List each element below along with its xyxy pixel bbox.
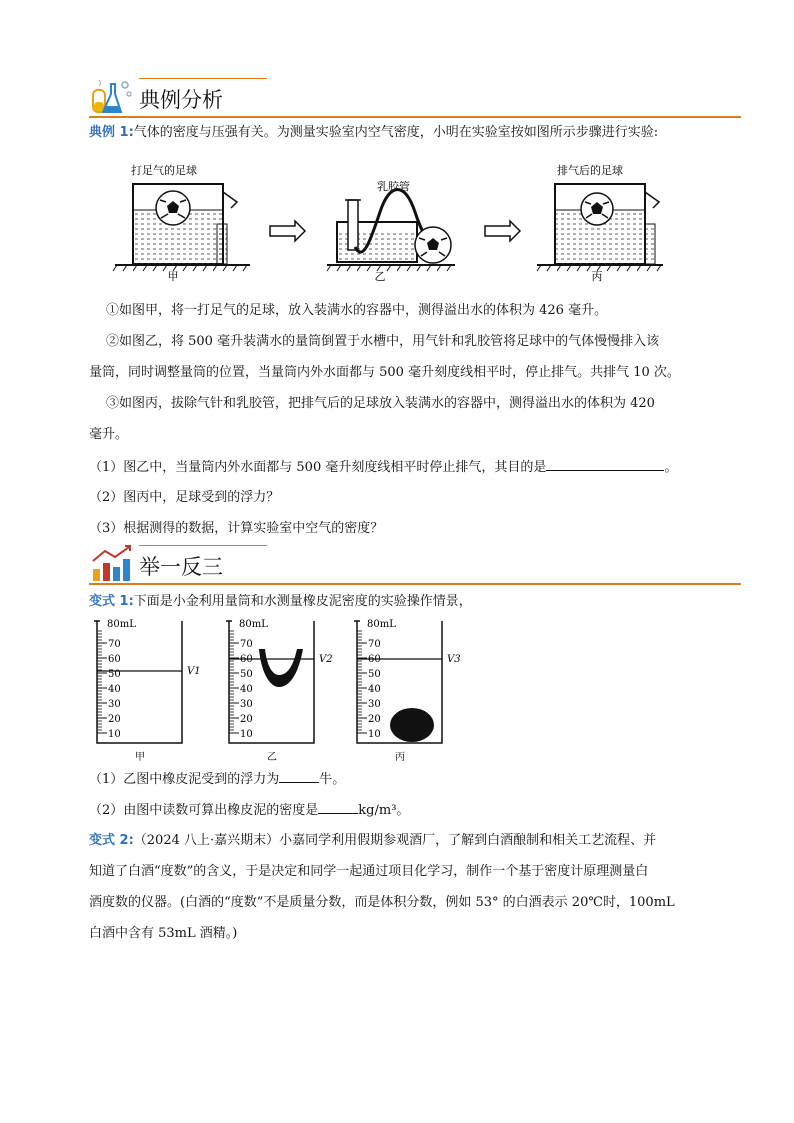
- cylinder-tick-label: 50: [368, 669, 381, 680]
- variant2-label: 变式 2:: [89, 833, 134, 848]
- arrow-icon: [270, 221, 305, 241]
- figure-label-yi: 乳胶管: [377, 180, 410, 193]
- figure-label-jia: 打足气的足球: [131, 164, 197, 177]
- cylinder-tick-label: 30: [368, 699, 381, 710]
- cylinder-tick-label: 30: [108, 699, 121, 710]
- variant2-line-3: 酒度数的仪器。(白酒的“度数”不是质量分数，而是体积分数，例如 53° 的白酒表示 20℃时，100mL: [89, 895, 675, 910]
- cylinder-caption: 乙: [267, 752, 277, 763]
- example-step-2: ②如图乙，将 500 毫升装满水的量筒倒置于水槽中，用气针和乳胶管将足球中的气体慢慢排入该: [106, 334, 660, 349]
- cylinder-tick-label: 50: [108, 669, 121, 680]
- cylinder-tick-label: 60: [108, 654, 121, 665]
- cylinder-tick-label: 70: [368, 639, 381, 650]
- variant1-q1-unit: 牛。: [319, 772, 346, 787]
- volume-label: V3: [447, 654, 461, 665]
- cylinder-top-label: 80mL: [239, 619, 268, 630]
- figure-bing: [537, 163, 663, 282]
- bar-chart-icon: [89, 543, 135, 583]
- variant1-q1-text: （1）乙图中橡皮泥受到的浮力为: [89, 772, 280, 787]
- figure-caption-jia: 甲: [167, 270, 179, 282]
- question-1-end: 。: [664, 460, 678, 475]
- example-question-2: （2）图丙中，足球受到的浮力？: [89, 490, 280, 505]
- cylinders-figure: [89, 615, 469, 765]
- measuring-cylinder: [94, 619, 201, 763]
- answer-blank[interactable]: [318, 801, 358, 814]
- variant2-line-4: 白酒中含有 53mL 酒精。): [89, 926, 238, 941]
- section-title: 举一反三: [139, 555, 223, 579]
- question-1-text: （1）图乙中，当量筒内外水面都与 500 毫升刻度线相平时停止排气，其目的是: [89, 460, 547, 475]
- section-header-practice: [89, 543, 741, 585]
- cylinder-top-label: 80mL: [107, 619, 136, 630]
- cylinder-tick-label: 60: [240, 654, 253, 665]
- cylinder-tick-label: 40: [240, 684, 253, 695]
- clay-boat: [259, 649, 303, 687]
- cylinder-tick-label: 60: [368, 654, 381, 665]
- clay-ball: [390, 708, 434, 742]
- cylinder-tick-label: 20: [240, 714, 253, 725]
- volume-label: V2: [319, 654, 333, 665]
- section-title: 典例分析: [139, 88, 223, 112]
- cylinder-tick-label: 20: [108, 714, 121, 725]
- section-header-analysis: [89, 76, 741, 118]
- answer-blank[interactable]: [546, 458, 664, 471]
- variant1-q2-text: （2）由图中读数可算出橡皮泥的密度是: [89, 803, 319, 818]
- figure-caption-yi: 乙: [374, 270, 386, 282]
- example-question-1: [89, 458, 729, 477]
- example-figure: [105, 152, 665, 282]
- cylinder-tick-label: 40: [108, 684, 121, 695]
- cylinder-tick-label: 10: [368, 729, 381, 740]
- cylinder-caption: 丙: [395, 752, 405, 763]
- cylinder-tick-label: 10: [108, 729, 121, 740]
- example-intro-text: 气体的密度与压强有关。为测量实验室内空气密度，小明在实验室按如图所示步骤进行实验:: [133, 125, 659, 140]
- example-question-3: （3）根据测得的数据，计算实验室中空气的密度？: [89, 521, 384, 536]
- example-step-2-cont: 量筒，同时调整量筒的位置，当量筒内外水面都与 500 毫升刻度线相平时，停止排气。共排气 10 次。: [89, 365, 680, 380]
- cylinder-tick-label: 40: [368, 684, 381, 695]
- cylinder-tick-label: 10: [240, 729, 253, 740]
- variant1-question-1: [89, 770, 729, 789]
- variant2-text: （2024 八上·嘉兴期末）小嘉同学利用假期参观酒厂，了解到白酒酿制和相关工艺流程、并: [133, 833, 657, 848]
- flask-icon: [89, 76, 135, 116]
- example-label: 典例 1:: [89, 125, 134, 140]
- figure-jia: [113, 163, 250, 282]
- cylinder-top-label: 80mL: [367, 619, 396, 630]
- figure-yi: [327, 179, 455, 282]
- figure-label-bing: 排气后的足球: [557, 164, 623, 177]
- answer-blank[interactable]: [279, 770, 319, 783]
- cylinder-tick-label: 20: [368, 714, 381, 725]
- variant1-q2-unit: kg/m³。: [358, 803, 410, 818]
- example-step-1: ①如图甲，将一打足气的足球，放入装满水的容器中，测得溢出水的体积为 426 毫升。: [106, 303, 608, 318]
- cylinder-tick-label: 70: [108, 639, 121, 650]
- measuring-cylinder: [354, 619, 461, 763]
- arrow-icon: [485, 221, 520, 241]
- cylinder-caption: 甲: [135, 752, 145, 763]
- variant1-intro: [89, 593, 729, 611]
- measuring-cylinder: [226, 619, 333, 763]
- variant1-intro-text: 下面是小金利用量筒和水测量橡皮泥密度的实验操作情景，: [133, 594, 472, 609]
- example-step-3: ③如图丙，拔除气针和乳胶管，把排气后的足球放入装满水的容器中，测得溢出水的体积为 420: [106, 396, 655, 411]
- variant1-label: 变式 1:: [89, 594, 134, 609]
- figure-caption-bing: 丙: [591, 270, 603, 282]
- cylinder-tick-label: 70: [240, 639, 253, 650]
- variant2-line-1: [89, 832, 729, 850]
- variant1-question-2: [89, 801, 729, 820]
- example-intro: [89, 124, 729, 142]
- volume-label: V1: [187, 666, 201, 677]
- variant2-line-2: 知道了白酒“度数”的含义，于是决定和同学一起通过项目化学习，制作一个基于密度计原理测量白: [89, 864, 649, 879]
- example-step-3-cont: 毫升。: [89, 427, 129, 442]
- cylinder-tick-label: 30: [240, 699, 253, 710]
- cylinder-tick-label: 50: [240, 669, 253, 680]
